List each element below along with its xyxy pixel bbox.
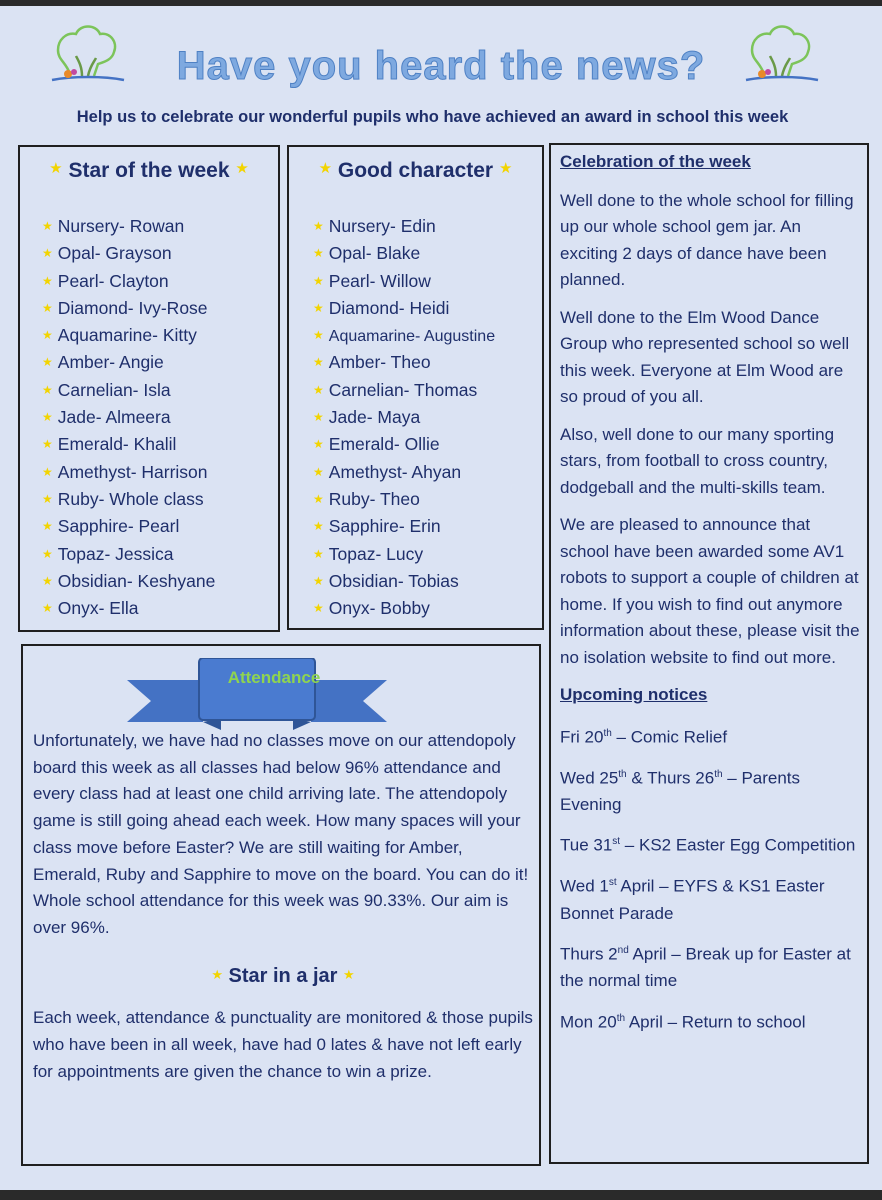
good-character-panel [287,145,544,630]
list-item [42,486,215,513]
list-item [313,486,495,513]
list-item [313,349,495,376]
window-top-bar [0,0,882,6]
award-name: Diamond- Ivy-Rose [57,297,208,318]
award-name: Sapphire- Pearl [57,516,180,537]
notice-item: Mon 20th April – Return to school [560,1012,806,1032]
star-bullet-icon: ★ [42,300,53,315]
list-item [313,595,495,622]
list-item [313,240,495,267]
celebration-paragraph: Also, well done to our many sporting stars, from football to cross country, dodgeball and the multi-skills team. [560,424,835,497]
award-name: Aquamarine- Augustine [328,328,496,346]
award-name: Aquamarine- Kitty [57,325,197,346]
list-item [313,295,495,322]
star-bullet-icon: ★ [42,328,53,343]
list-item [313,213,495,240]
page-subtitle: Help us to celebrate our wonderful pupils who have achieved an award in school this week [76,108,789,126]
star-of-the-week-heading [20,159,278,183]
star-of-the-week-list [42,213,215,622]
star-bullet-icon: ★ [42,219,53,233]
award-name: Emerald- Ollie [328,434,440,455]
attendance-banner-label: Attendance [227,668,321,687]
star-icon: ★ [49,160,63,177]
star-of-the-week-panel [18,145,280,632]
star-of-the-week-title: Star of the week [68,159,230,182]
award-name: Amber- Theo [328,352,431,373]
star-icon: ★ [211,966,223,982]
good-character-list [313,213,495,622]
star-bullet-icon: ★ [42,382,53,397]
celebration-paragraph: We are pleased to announce that school have been awarded some AV1 robots to support a couple of children at home. If you wish to find out anymore information about these, please visit the no isolation website to find out more. [560,515,860,667]
award-name: Amethyst- Harrison [57,461,208,482]
star-bullet-icon: ★ [42,519,53,534]
notice-item: Fri 20th – Comic Relief [560,727,728,747]
page-title: Have you heard the news? [176,44,706,88]
notice-item: Wed 25th & Thurs 26th – Parents Evening [560,768,801,814]
star-icon: ★ [498,160,513,177]
star-bullet-icon: ★ [313,464,324,479]
notice-item: Tue 31st – KS2 Easter Egg Competition [560,835,856,855]
award-name: Ruby- Whole class [57,488,204,509]
star-bullet-icon: ★ [42,246,53,261]
list-item [313,541,495,568]
star-bullet-icon: ★ [313,219,324,233]
celebration-paragraph: Well done to the Elm Wood Dance Group who represented school so well this week. Everyone at Elm Wood are so proud of you all. [560,307,850,406]
star-icon: ★ [235,160,249,177]
window-bottom-bar [0,1190,882,1200]
award-name: Nursery- Rowan [57,216,185,236]
list-item [313,568,495,595]
award-name: Emerald- Khalil [57,434,177,455]
award-name: Diamond- Heidi [328,297,450,318]
star-bullet-icon: ★ [313,437,324,452]
list-item [42,377,215,404]
list-item [313,268,495,295]
star-bullet-icon: ★ [313,410,324,425]
list-item [42,459,215,486]
list-item [42,513,215,540]
list-item [42,240,215,267]
list-item [42,349,215,376]
star-bullet-icon: ★ [42,573,53,588]
star-bullet-icon: ★ [313,573,324,588]
celebration-panel [549,143,869,1164]
award-name: Opal- Blake [328,243,421,264]
good-character-heading [289,159,542,183]
list-item [313,404,495,431]
award-name: Carnelian- Thomas [328,379,478,400]
star-bullet-icon: ★ [313,491,324,506]
star-bullet-icon: ★ [313,328,324,343]
award-name: Opal- Grayson [57,243,172,264]
award-name: Obsidian- Tobias [328,570,459,591]
star-bullet-icon: ★ [313,546,324,561]
star-bullet-icon: ★ [42,491,53,506]
list-item [313,431,495,458]
award-name: Topaz- Lucy [328,543,424,564]
list-item [42,595,215,622]
list-item [42,431,215,458]
award-name: Amethyst- Ahyan [328,461,462,482]
star-bullet-icon: ★ [313,382,324,397]
list-item [313,322,495,349]
list-item [42,404,215,431]
list-item [42,568,215,595]
list-item [42,541,215,568]
award-name: Jade- Almeera [57,407,171,428]
upcoming-notices-heading: Upcoming notices [560,685,708,704]
attendance-panel [21,644,541,1166]
star-bullet-icon: ★ [42,437,53,452]
award-name: Jade- Maya [328,407,421,428]
list-item [42,213,215,240]
star-bullet-icon: ★ [313,273,324,288]
notice-item: Wed 1st April – EYFS & KS1 Easter Bonnet Parade [560,877,825,923]
list-item [313,377,495,404]
good-character-title: Good character [337,159,494,182]
award-name: Pearl- Willow [328,270,431,291]
award-name: Topaz- Jessica [57,543,174,564]
list-item [313,513,495,540]
award-name: Carnelian- Isla [57,379,171,400]
attendance-text: Unfortunately, we have had no classes move on our attendopoly board this week as all classes had below 96% attendance and every class had at least one child arriving late. The attendopoly game is still going ahead each week. How many spaces will your class move before Easter? We are still waiting for Amber, Emerald, Ruby and Sapphire to move on the board. You can do it! Whole school attendance for this week was 90.33%. Our aim is over 96%. [33,731,529,937]
star-bullet-icon: ★ [42,273,53,288]
star-bullet-icon: ★ [42,355,53,370]
star-in-a-jar-text: Each week, attendance & punctuality are monitored & those pupils who have been in all week, have had 0 lates & have not left early for appointments are given the chance to win a prize. [33,1008,533,1081]
star-bullet-icon: ★ [313,519,324,534]
star-in-a-jar-heading [33,962,533,990]
award-name: Ruby- Theo [328,488,420,509]
list-item [313,459,495,486]
star-bullet-icon: ★ [42,410,53,425]
award-name: Amber- Angie [57,352,164,373]
star-bullet-icon: ★ [42,546,53,561]
star-bullet-icon: ★ [42,464,53,479]
notice-item: Thurs 2nd April – Break up for Easter at the normal time [560,944,851,991]
list-item [42,268,215,295]
star-bullet-icon: ★ [313,246,324,261]
star-icon: ★ [343,966,355,982]
star-icon: ★ [318,160,333,177]
award-name: Onyx- Ella [57,598,139,619]
award-name: Onyx- Bobby [328,598,430,619]
award-name: Nursery- Edin [328,216,436,236]
star-in-a-jar-title: Star in a jar [228,964,338,987]
celebration-paragraph: Well done to the whole school for filling up our whole school gem jar. An exciting 2 days of dance have been planned. [560,190,854,289]
star-bullet-icon: ★ [313,601,324,616]
star-bullet-icon: ★ [313,300,324,315]
list-item [42,295,215,322]
star-bullet-icon: ★ [42,601,53,616]
star-bullet-icon: ★ [313,355,324,370]
award-name: Sapphire- Erin [328,516,441,537]
list-item [42,322,215,349]
celebration-heading: Celebration of the week [560,152,751,171]
award-name: Obsidian- Keshyane [57,570,216,591]
award-name: Pearl- Clayton [57,270,169,291]
